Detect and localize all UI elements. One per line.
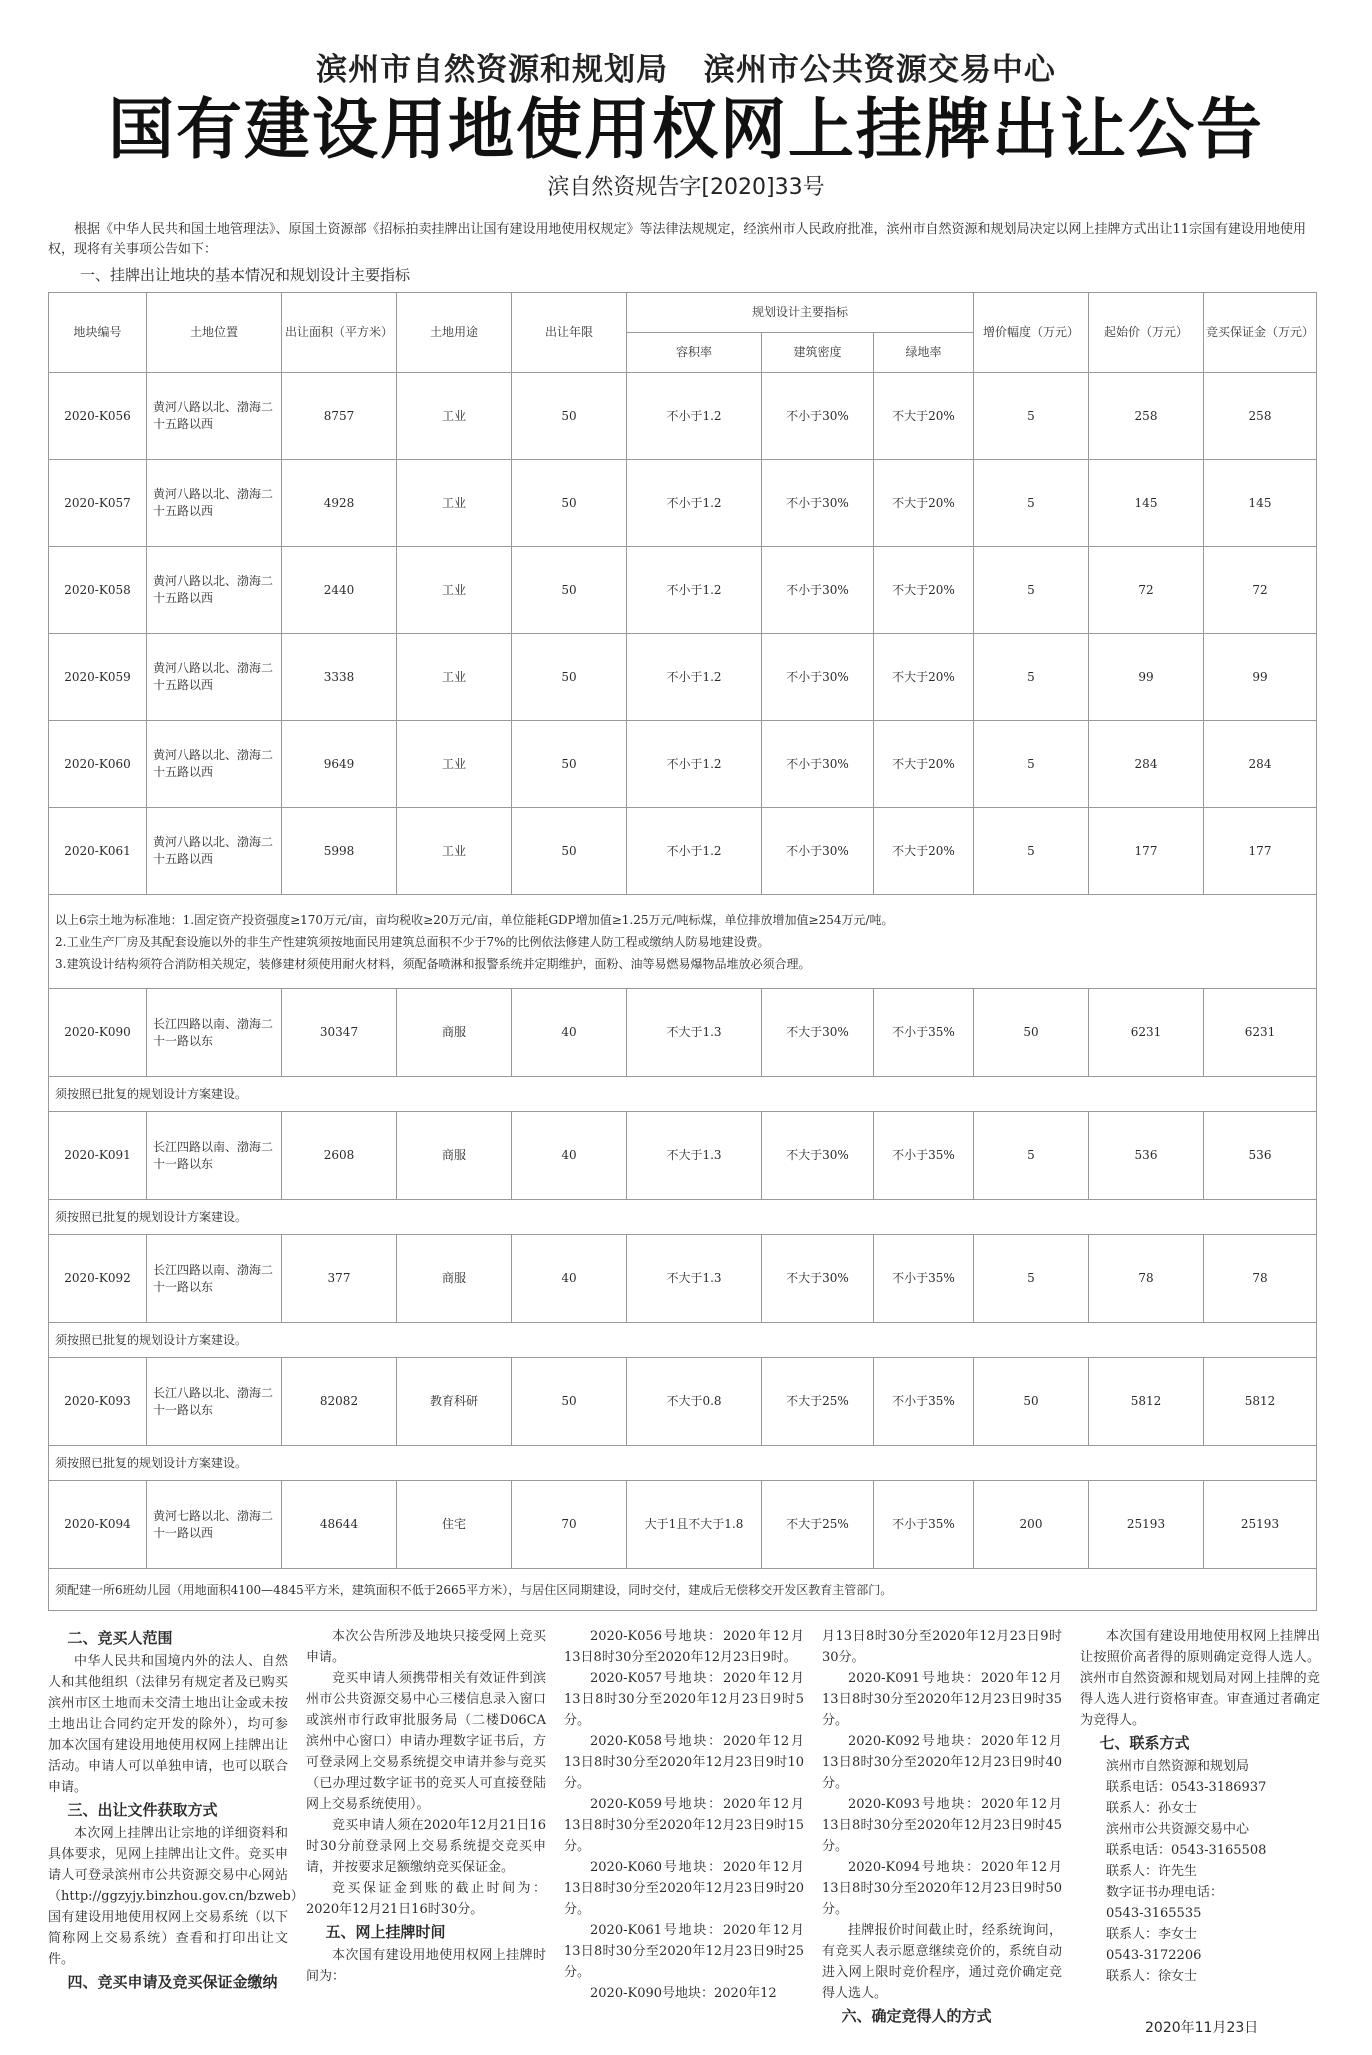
contact-line: 联系人：孙女士 bbox=[1106, 1801, 1198, 1816]
header-location: 土地位置 bbox=[147, 293, 282, 373]
cell-density: 不大于30% bbox=[762, 1235, 874, 1323]
cell-use: 工业 bbox=[397, 547, 512, 634]
cell-id: 2020-K092 bbox=[49, 1235, 147, 1323]
table-row bbox=[49, 989, 1317, 1077]
cell-id: 2020-K056 bbox=[49, 373, 147, 460]
cell-density: 不大于30% bbox=[762, 989, 874, 1077]
cell-step: 5 bbox=[974, 634, 1089, 721]
section-4-text-2: 竞买申请人须携带相关有效证件到滨州市公共资源交易中心三楼信息录入窗口或滨州市行政审批服务局（二楼D06CA滨州中心窗口）申请办理数字证书后，方可登录网上交易系统提交申请并参与竞买（已办理过数字证书的竞买人可直接登陆网上交易系统使用）。 bbox=[306, 1671, 546, 1812]
cell-use: 商服 bbox=[397, 989, 512, 1077]
cell-area: 2440 bbox=[282, 547, 397, 634]
cell-step: 5 bbox=[974, 547, 1089, 634]
cell-id: 2020-K091 bbox=[49, 1112, 147, 1200]
table-note-row bbox=[49, 1200, 1317, 1235]
cell-start: 177 bbox=[1089, 808, 1204, 895]
cell-area: 30347 bbox=[282, 989, 397, 1077]
cell-deposit: 177 bbox=[1204, 808, 1317, 895]
section-7-heading: 七、联系方式 bbox=[1099, 1734, 1190, 1752]
plan-note: 须按照已批复的规划设计方案建设。 bbox=[49, 1446, 1317, 1481]
listing-time-k059: 2020-K059号地块：2020年12月13日8时30分至2020年12月23日9时15分。 bbox=[564, 1797, 804, 1854]
header-area: 出让面积（平方米） bbox=[282, 293, 397, 373]
cell-density: 不小于30% bbox=[762, 373, 874, 460]
cell-deposit: 258 bbox=[1204, 373, 1317, 460]
plan-note: 须按照已批复的规划设计方案建设。 bbox=[49, 1323, 1317, 1358]
announcement-date: 2020年11月23日 bbox=[1145, 2020, 1259, 2036]
column-2 bbox=[306, 1626, 546, 1987]
column-4 bbox=[822, 1626, 1062, 2029]
cell-use: 商服 bbox=[397, 1235, 512, 1323]
table-row bbox=[49, 634, 1317, 721]
cell-far: 大于1且不大于1.8 bbox=[627, 1481, 762, 1569]
cell-green: 不小于35% bbox=[874, 1235, 974, 1323]
table-header-row bbox=[49, 293, 1317, 333]
cell-density: 不小于30% bbox=[762, 634, 874, 721]
cell-deposit: 536 bbox=[1204, 1112, 1317, 1200]
contact-line: 联系人：李女士 bbox=[1106, 1927, 1198, 1942]
table-note-row bbox=[49, 1323, 1317, 1358]
cell-far: 不小于1.2 bbox=[627, 460, 762, 547]
cell-start: 99 bbox=[1089, 634, 1204, 721]
cell-location: 黄河八路以北、渤海二十五路以西 bbox=[147, 460, 282, 547]
cell-far: 不小于1.2 bbox=[627, 721, 762, 808]
header-term: 出让年限 bbox=[512, 293, 627, 373]
cell-area: 48644 bbox=[282, 1481, 397, 1569]
cell-term: 50 bbox=[512, 373, 627, 460]
contact-line: 0543-3172206 bbox=[1106, 1948, 1202, 1963]
table-note-row bbox=[49, 1569, 1317, 1611]
header-parcel-id: 地块编号 bbox=[49, 293, 147, 373]
cell-green: 不大于20% bbox=[874, 721, 974, 808]
cell-id: 2020-K060 bbox=[49, 721, 147, 808]
contact-line: 滨州市自然资源和规划局 bbox=[1106, 1759, 1250, 1774]
cell-density: 不小于30% bbox=[762, 808, 874, 895]
table-row bbox=[49, 808, 1317, 895]
cell-location: 黄河八路以北、渤海二十五路以西 bbox=[147, 808, 282, 895]
cell-start: 72 bbox=[1089, 547, 1204, 634]
cell-green: 不大于20% bbox=[874, 547, 974, 634]
document-number: 滨自然资规告字[2020]33号 bbox=[547, 175, 825, 200]
cell-use: 工业 bbox=[397, 460, 512, 547]
cell-term: 50 bbox=[512, 721, 627, 808]
cell-start: 536 bbox=[1089, 1112, 1204, 1200]
cell-green: 不小于35% bbox=[874, 1358, 974, 1446]
cell-use: 工业 bbox=[397, 808, 512, 895]
cell-deposit: 72 bbox=[1204, 547, 1317, 634]
cell-step: 5 bbox=[974, 721, 1089, 808]
cell-step: 5 bbox=[974, 1112, 1089, 1200]
cell-far: 不大于1.3 bbox=[627, 1235, 762, 1323]
header-density: 建筑密度 bbox=[762, 333, 874, 373]
plan-note: 须按照已批复的规划设计方案建设。 bbox=[49, 1200, 1317, 1235]
cell-step: 5 bbox=[974, 1235, 1089, 1323]
table-row bbox=[49, 1358, 1317, 1446]
cell-area: 4928 bbox=[282, 460, 397, 547]
cell-area: 8757 bbox=[282, 373, 397, 460]
cell-area: 82082 bbox=[282, 1358, 397, 1446]
section-5-text: 本次国有建设用地使用权网上挂牌时间为： bbox=[306, 1948, 546, 1984]
cell-term: 50 bbox=[512, 634, 627, 721]
listing-time-k057: 2020-K057号地块：2020年12月13日8时30分至2020年12月23日9时5分。 bbox=[564, 1671, 804, 1728]
cell-deposit: 5812 bbox=[1204, 1358, 1317, 1446]
cell-far: 不小于1.2 bbox=[627, 808, 762, 895]
header-land-use: 土地用途 bbox=[397, 293, 512, 373]
header-planning-indicators: 规划设计主要指标 bbox=[627, 293, 974, 333]
cell-green: 不大于20% bbox=[874, 808, 974, 895]
cell-green: 不大于20% bbox=[874, 460, 974, 547]
table-row bbox=[49, 1235, 1317, 1323]
listing-time-k092: 2020-K092号地块：2020年12月13日8时30分至2020年12月23日9时40分。 bbox=[822, 1734, 1062, 1791]
cell-location: 长江四路以南、渤海二十一路以东 bbox=[147, 1235, 282, 1323]
intro-paragraph: 根据《中华人民共和国土地管理法》、原国土资源部《招标拍卖挂牌出让国有建设用地使用权规定》等法律法规规定，经滨州市人民政府批准，滨州市自然资源和规划局决定以网上挂牌方式出让11宗国有建设用地使用权，现将有关事项公告如下： bbox=[48, 222, 1307, 257]
column-1 bbox=[48, 1626, 304, 1995]
cell-term: 50 bbox=[512, 547, 627, 634]
listing-time-k093: 2020-K093号地块：2020年12月13日8时30分至2020年12月23日9时45分。 bbox=[822, 1797, 1062, 1854]
cell-id: 2020-K090 bbox=[49, 989, 147, 1077]
header-deposit: 竞买保证金（万元） bbox=[1204, 293, 1317, 373]
cell-location: 长江四路以南、渤海二十一路以东 bbox=[147, 1112, 282, 1200]
cell-start: 78 bbox=[1089, 1235, 1204, 1323]
contact-line: 联系电话：0543-3186937 bbox=[1106, 1780, 1267, 1795]
cell-start: 25193 bbox=[1089, 1481, 1204, 1569]
cell-start: 6231 bbox=[1089, 989, 1204, 1077]
cell-term: 40 bbox=[512, 1112, 627, 1200]
cell-density: 不大于25% bbox=[762, 1358, 874, 1446]
section-5-heading: 五、网上挂牌时间 bbox=[325, 1923, 446, 1941]
cell-start: 5812 bbox=[1089, 1358, 1204, 1446]
section-4-heading: 四、竞买申请及竞买保证金缴纳 bbox=[67, 1973, 278, 1991]
section-4-text-4: 竞买保证金到账的截止时间为：2020年12月21日16时30分。 bbox=[306, 1881, 546, 1917]
cell-term: 40 bbox=[512, 1235, 627, 1323]
header-far: 容积率 bbox=[627, 333, 762, 373]
note-line: 3.建筑设计结构须符合消防相关规定，装修建材须使用耐火材料，须配备喷淋和报警系统并定期维护，面粉、油等易燃易爆物品堆放必须合理。 bbox=[55, 956, 811, 971]
table-row bbox=[49, 1481, 1317, 1569]
page-title: 国有建设用地使用权网上挂牌出让公告 bbox=[108, 91, 1264, 168]
section-4-text-1: 本次公告所涉及地块只接受网上竞买申请。 bbox=[306, 1629, 546, 1665]
cell-step: 5 bbox=[974, 808, 1089, 895]
cell-far: 不小于1.2 bbox=[627, 373, 762, 460]
cell-start: 145 bbox=[1089, 460, 1204, 547]
listing-time-k091: 2020-K091号地块：2020年12月13日8时30分至2020年12月23日9时35分。 bbox=[822, 1671, 1062, 1728]
cell-far: 不小于1.2 bbox=[627, 547, 762, 634]
contact-line: 联系电话：0543-3165508 bbox=[1106, 1843, 1267, 1858]
plan-note: 须按照已批复的规划设计方案建设。 bbox=[49, 1077, 1317, 1112]
cell-far: 不小于1.2 bbox=[627, 634, 762, 721]
cell-green: 不大于20% bbox=[874, 634, 974, 721]
land-parcel-table bbox=[48, 292, 1317, 1611]
cell-far: 不大于1.3 bbox=[627, 1112, 762, 1200]
cell-area: 2608 bbox=[282, 1112, 397, 1200]
table-note-row bbox=[49, 895, 1317, 989]
cell-location: 长江八路以北、渤海二十一路以东 bbox=[147, 1358, 282, 1446]
cell-area: 3338 bbox=[282, 634, 397, 721]
org-public-resources: 滨州市公共资源交易中心 bbox=[703, 52, 1056, 88]
cell-start: 258 bbox=[1089, 373, 1204, 460]
listing-time-k090-cont: 月13日8时30分至2020年12月23日9时30分。 bbox=[822, 1629, 1062, 1665]
kindergarten-note: 须配建一所6班幼儿园（用地面积4100—4845平方米，建筑面积不低于2665平方米），与居住区同期建设，同时交付，建成后无偿移交开发区教育主管部门。 bbox=[49, 1569, 1317, 1611]
header-start-price: 起始价（万元） bbox=[1089, 293, 1204, 373]
note-line: 2.工业生产厂房及其配套设施以外的非生产性建筑须按地面民用建筑总面积不少于7%的比例依法修建人防工程或缴纳人防易地建设费。 bbox=[55, 934, 770, 949]
header-green-ratio: 绿地率 bbox=[874, 333, 974, 373]
cell-id: 2020-K094 bbox=[49, 1481, 147, 1569]
cell-deposit: 6231 bbox=[1204, 989, 1317, 1077]
auction-rule-text: 挂牌报价时间截止时，经系统询问，有竞买人表示愿意继续竞价的，系统自动进入网上限时竞价程序，通过竞价确定竞得人选人。 bbox=[822, 1923, 1062, 2001]
section-1-heading: 一、挂牌出让地块的基本情况和规划设计主要指标 bbox=[80, 266, 411, 284]
section-2-heading: 二、竞买人范围 bbox=[67, 1629, 173, 1647]
cell-location: 黄河八路以北、渤海二十五路以西 bbox=[147, 721, 282, 808]
cell-use: 工业 bbox=[397, 373, 512, 460]
table-note-row bbox=[49, 1077, 1317, 1112]
cell-step: 200 bbox=[974, 1481, 1089, 1569]
cell-deposit: 25193 bbox=[1204, 1481, 1317, 1569]
cell-location: 黄河八路以北、渤海二十五路以西 bbox=[147, 634, 282, 721]
cell-deposit: 284 bbox=[1204, 721, 1317, 808]
cell-area: 9649 bbox=[282, 721, 397, 808]
cell-term: 50 bbox=[512, 808, 627, 895]
listing-time-k094: 2020-K094号地块：2020年12月13日8时30分至2020年12月23日9时50分。 bbox=[822, 1860, 1062, 1917]
listing-time-k056: 2020-K056号地块：2020年12月13日8时30分至2020年12月23日9时。 bbox=[564, 1629, 804, 1665]
cell-step: 50 bbox=[974, 989, 1089, 1077]
cell-id: 2020-K058 bbox=[49, 547, 147, 634]
org-natural-resources: 滨州市自然资源和规划局 bbox=[316, 52, 669, 88]
cell-term: 40 bbox=[512, 989, 627, 1077]
cell-area: 377 bbox=[282, 1235, 397, 1323]
table-row bbox=[49, 373, 1317, 460]
industrial-land-note bbox=[49, 895, 1317, 989]
cell-term: 50 bbox=[512, 460, 627, 547]
cell-use: 住宅 bbox=[397, 1481, 512, 1569]
cell-green: 不大于20% bbox=[874, 373, 974, 460]
table-row bbox=[49, 460, 1317, 547]
cell-density: 不小于30% bbox=[762, 721, 874, 808]
note-line: 以上6宗土地为标准地：1.固定资产投资强度≥170万元/亩，亩均税收≥20万元/亩，单位能耗GDP增加值≥1.25万元/吨标煤，单位排放增加值≥254万元/吨。 bbox=[55, 912, 894, 927]
cell-step: 5 bbox=[974, 373, 1089, 460]
cell-term: 70 bbox=[512, 1481, 627, 1569]
listing-time-k061: 2020-K061号地块：2020年12月13日8时30分至2020年12月23日9时25分。 bbox=[564, 1923, 804, 1980]
table-row bbox=[49, 721, 1317, 808]
header-bid-step: 增价幅度（万元） bbox=[974, 293, 1089, 373]
cell-deposit: 78 bbox=[1204, 1235, 1317, 1323]
cell-density: 不小于30% bbox=[762, 460, 874, 547]
cell-term: 50 bbox=[512, 1358, 627, 1446]
cell-density: 不大于25% bbox=[762, 1481, 874, 1569]
listing-time-k090: 2020-K090号地块：2020年12 bbox=[590, 1986, 777, 2001]
cell-use: 教育科研 bbox=[397, 1358, 512, 1446]
table-row bbox=[49, 547, 1317, 634]
cell-density: 不大于30% bbox=[762, 1112, 874, 1200]
contact-line: 联系人：徐女士 bbox=[1106, 1969, 1198, 1984]
section-2-text: 中华人民共和国境内外的法人、自然人和其他组织（法律另有规定者及已购买滨州市区土地而未交清土地出让金或未按土地出让合同约定开发的除外），均可参加本次国有建设用地使用权网上挂牌出让活动。申请人可以单独申请，也可以联合申请。 bbox=[48, 1654, 288, 1795]
contact-line: 联系人：许先生 bbox=[1106, 1864, 1198, 1879]
cell-green: 不小于35% bbox=[874, 1112, 974, 1200]
section-3-text: 本次网上挂牌出让宗地的详细资料和具体要求，见网上挂牌出让文件。竞买申请人可登录滨州市公共资源交易中心网站（http://ggzyjy.binzhou.gov.cn/bzweb）国有建设用地使用权网上交易系统（以下简称网上交易系统）查看和打印出让文件。 bbox=[48, 1826, 304, 1967]
cell-use: 工业 bbox=[397, 721, 512, 808]
cell-id: 2020-K093 bbox=[49, 1358, 147, 1446]
cell-density: 不小于30% bbox=[762, 547, 874, 634]
table-row bbox=[49, 1112, 1317, 1200]
listing-time-k060: 2020-K060号地块：2020年12月13日8时30分至2020年12月23日9时20分。 bbox=[564, 1860, 804, 1917]
column-3 bbox=[564, 1626, 804, 2004]
cell-use: 商服 bbox=[397, 1112, 512, 1200]
table-note-row bbox=[49, 1446, 1317, 1481]
cell-start: 284 bbox=[1089, 721, 1204, 808]
cell-location: 长江四路以南、渤海二十一路以东 bbox=[147, 989, 282, 1077]
cell-step: 5 bbox=[974, 460, 1089, 547]
contact-line: 0543-3165535 bbox=[1106, 1906, 1202, 1921]
cell-use: 工业 bbox=[397, 634, 512, 721]
cell-green: 不小于35% bbox=[874, 989, 974, 1077]
section-4-text-3: 竞买申请人须在2020年12月21日16时30分前登录网上交易系统提交竞买申请，并按要求足额缴纳竞买保证金。 bbox=[306, 1818, 546, 1875]
cell-deposit: 145 bbox=[1204, 460, 1317, 547]
cell-location: 黄河八路以北、渤海二十五路以西 bbox=[147, 547, 282, 634]
cell-id: 2020-K059 bbox=[49, 634, 147, 721]
cell-area: 5998 bbox=[282, 808, 397, 895]
cell-far: 不大于1.3 bbox=[627, 989, 762, 1077]
cell-id: 2020-K057 bbox=[49, 460, 147, 547]
section-6-heading: 六、确定竞得人的方式 bbox=[841, 2007, 992, 2025]
cell-step: 50 bbox=[974, 1358, 1089, 1446]
cell-deposit: 99 bbox=[1204, 634, 1317, 721]
contact-line: 滨州市公共资源交易中心 bbox=[1106, 1822, 1250, 1837]
cell-id: 2020-K061 bbox=[49, 808, 147, 895]
cell-far: 不大于0.8 bbox=[627, 1358, 762, 1446]
listing-time-k058: 2020-K058号地块：2020年12月13日8时30分至2020年12月23日9时10分。 bbox=[564, 1734, 804, 1791]
issuing-organizations bbox=[0, 44, 1372, 89]
cell-green: 不小于35% bbox=[874, 1481, 974, 1569]
cell-location: 黄河七路以北、渤海二十一路以西 bbox=[147, 1481, 282, 1569]
column-5 bbox=[1080, 1626, 1320, 1987]
section-3-heading: 三、出让文件获取方式 bbox=[67, 1801, 218, 1819]
contact-line: 数字证书办理电话： bbox=[1106, 1885, 1224, 1900]
section-6-text: 本次国有建设用地使用权网上挂牌出让按照价高者得的原则确定竞得人选人。滨州市自然资源和规划局对网上挂牌的竞得人选人进行资格审查。审查通过者确定为竞得人。 bbox=[1080, 1629, 1320, 1728]
cell-location: 黄河八路以北、渤海二十五路以西 bbox=[147, 373, 282, 460]
